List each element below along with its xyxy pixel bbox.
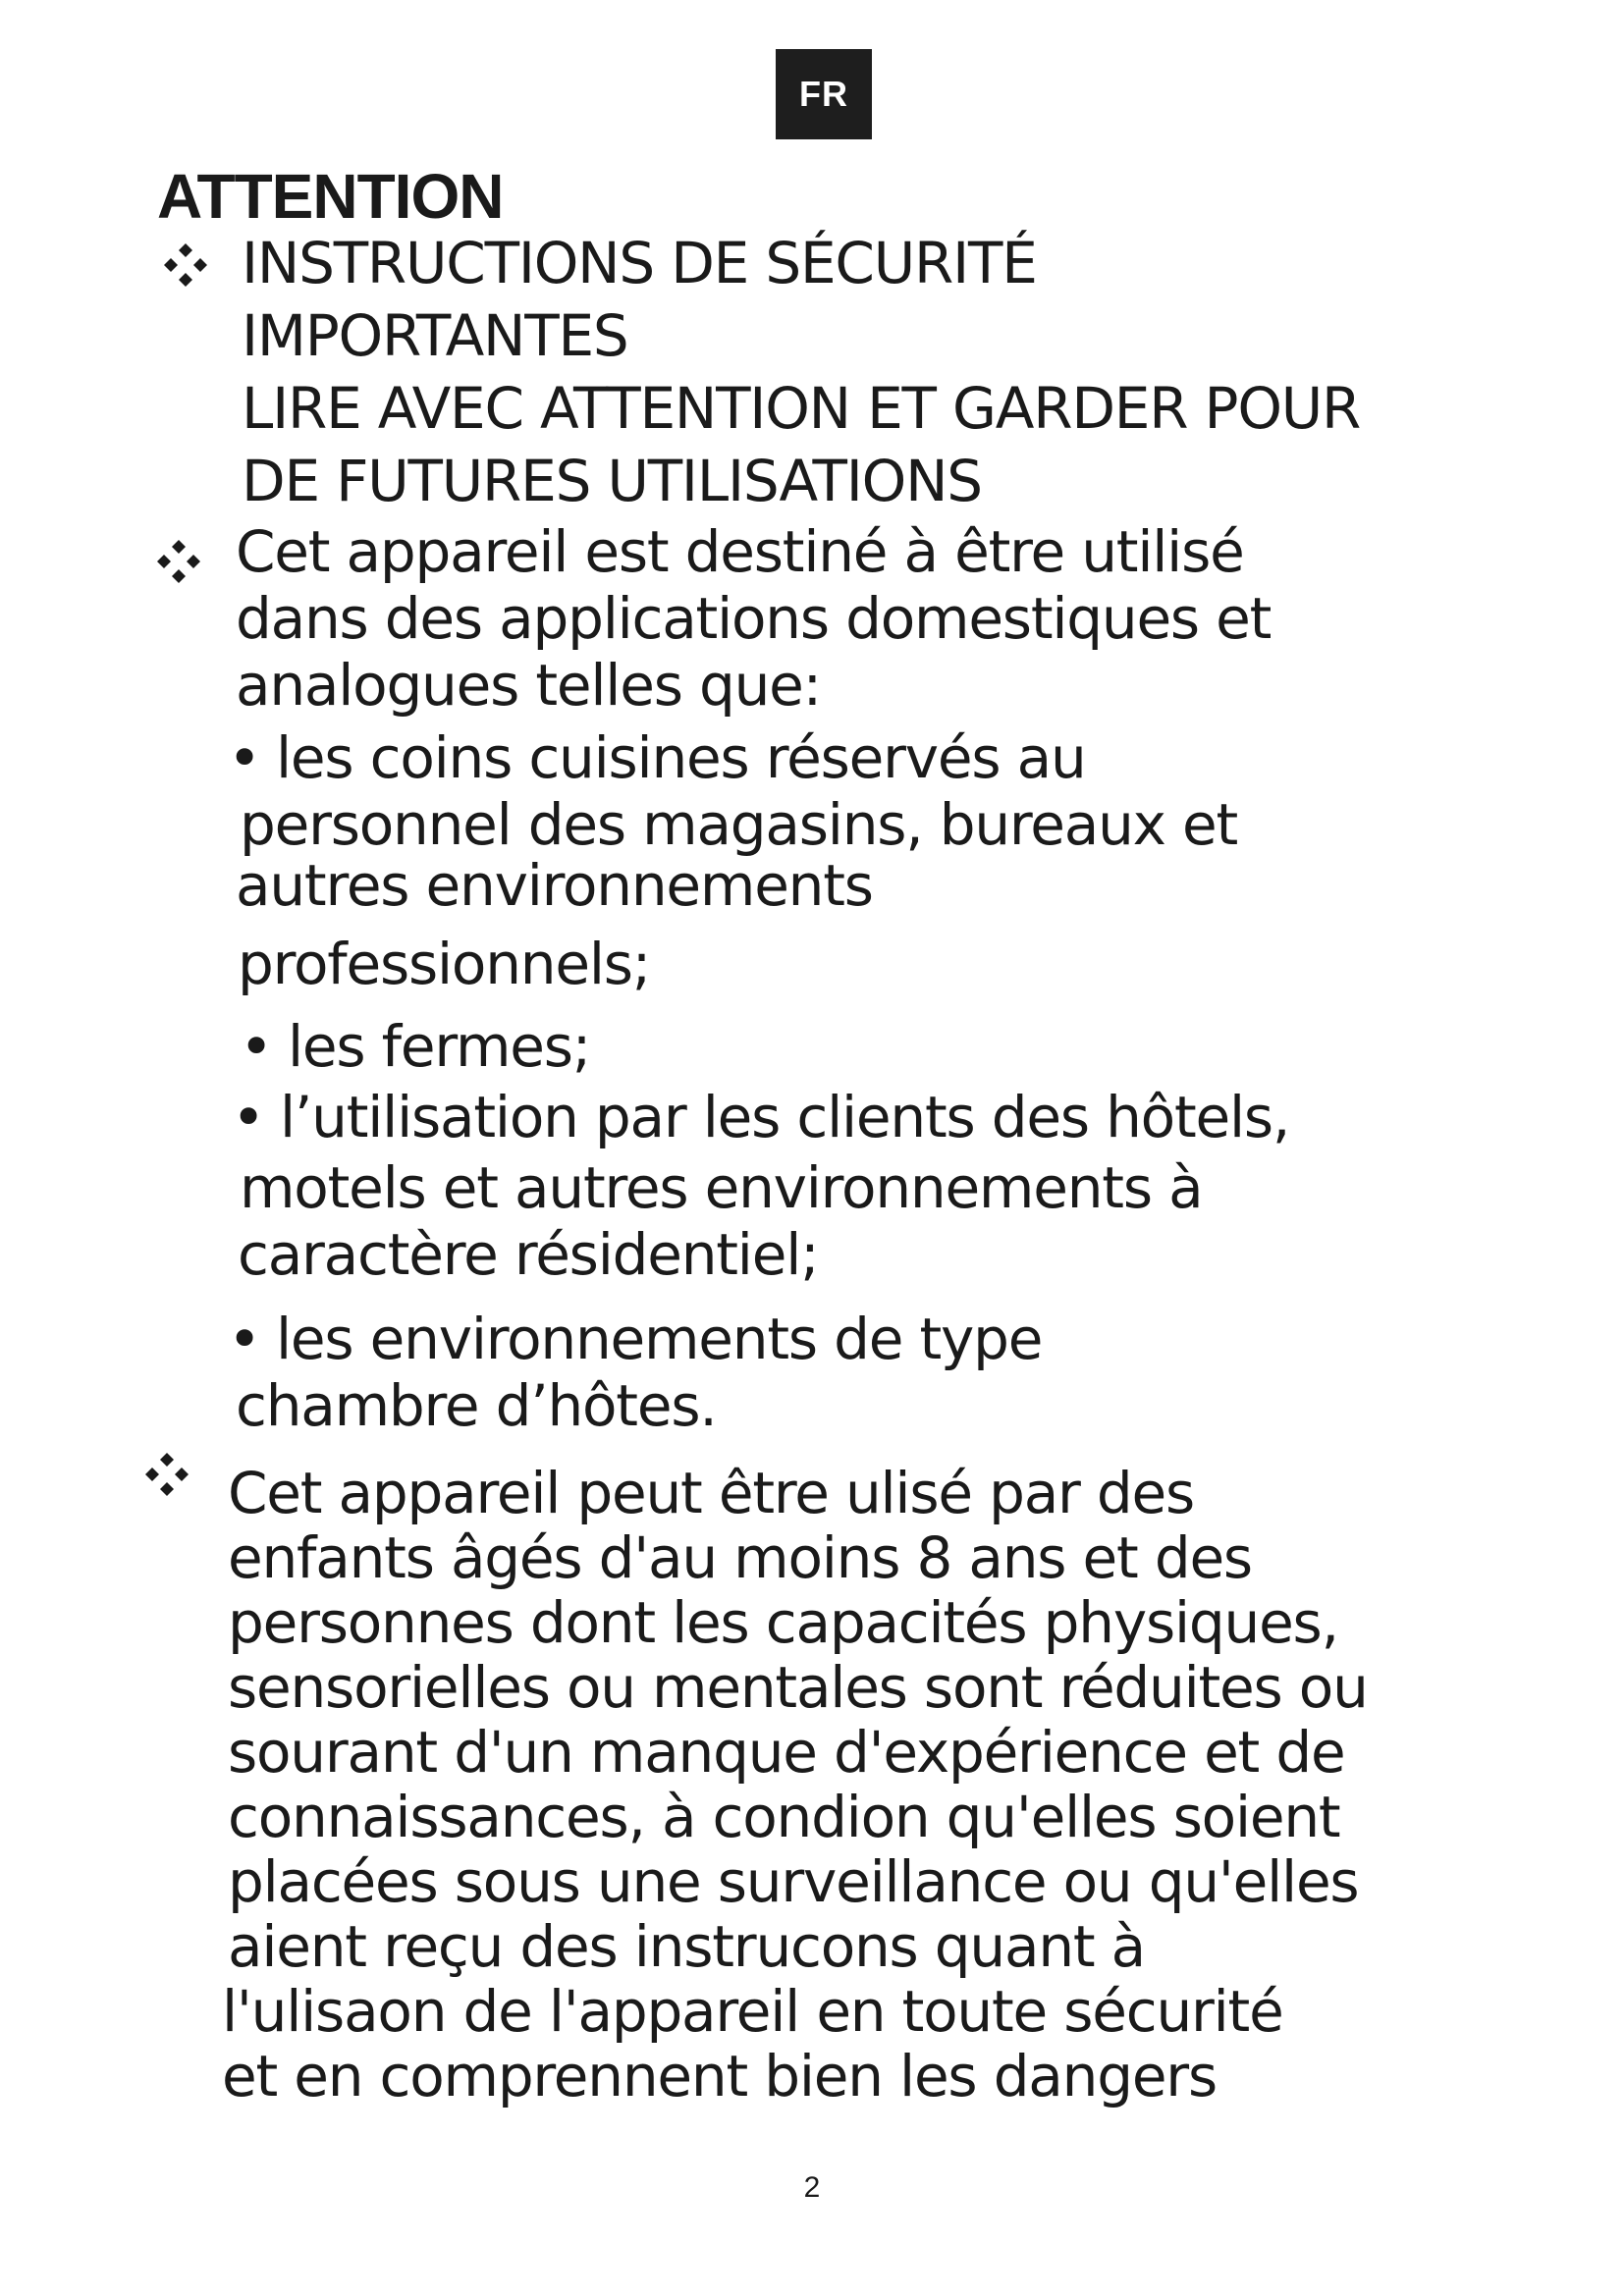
bullet-item bbox=[240, 1013, 590, 1080]
section1-line: IMPORTANTES bbox=[242, 302, 628, 369]
bullet-dot: • bbox=[228, 724, 261, 791]
bullet-line: motels et autres environnements à bbox=[240, 1154, 1203, 1221]
bullet-item bbox=[232, 1084, 1289, 1288]
section2-line: dans des applications domestiques et bbox=[236, 585, 1272, 652]
language-badge: FR bbox=[776, 49, 872, 139]
section3-line: placées sous une surveillance ou qu'elles bbox=[228, 1848, 1359, 1915]
section3-line: sensorielles ou mentales sont réduites ou bbox=[228, 1654, 1368, 1721]
bullet-line: chambre d’hôtes. bbox=[236, 1372, 717, 1439]
bullet-dot: • bbox=[240, 1013, 273, 1080]
intended-use-section bbox=[236, 518, 1271, 719]
section3-line: aient reçu des instrucons quant à bbox=[228, 1913, 1145, 1980]
bullet-item bbox=[228, 1306, 1042, 1439]
four-diamond-icon bbox=[155, 538, 202, 585]
section3-line: personnes dont les capacités physiques, bbox=[228, 1589, 1338, 1656]
section3-line: sourant d'un manque d'expérience et de bbox=[228, 1719, 1345, 1786]
bullet-dot: • bbox=[228, 1306, 261, 1372]
bullet-line: autres environnements bbox=[236, 852, 873, 919]
section3-line: connaissances, à condion qu'elles soient bbox=[228, 1784, 1340, 1850]
section1-line: INSTRUCTIONS DE SÉCURITÉ bbox=[242, 230, 1037, 296]
section1-line: DE FUTURES UTILISATIONS bbox=[242, 448, 982, 514]
bullet-line: les coins cuisines réservés au bbox=[276, 724, 1086, 791]
bullet-line: les fermes; bbox=[288, 1013, 591, 1080]
four-diamond-icon bbox=[162, 241, 209, 289]
supervision-warning-section bbox=[222, 1460, 1368, 2109]
safety-instructions-section bbox=[242, 230, 1360, 520]
section2-line: Cet appareil est destiné à être utilisé bbox=[236, 518, 1244, 585]
bullet-item bbox=[228, 724, 1237, 997]
bullet-line: caractère résidentiel; bbox=[238, 1221, 819, 1288]
page-heading: ATTENTION bbox=[157, 161, 504, 232]
bullet-line: l’utilisation par les clients des hôtels, bbox=[280, 1084, 1290, 1150]
section3-line: enfants âgés d'au moins 8 ans et des bbox=[228, 1524, 1252, 1591]
section3-line: l'ulisaon de l'appareil en toute sécurité bbox=[222, 1978, 1283, 2045]
bullet-line: personnel des magasins, bureaux et bbox=[240, 791, 1238, 858]
section3-line: et en comprennent bien les dangers bbox=[222, 2043, 1217, 2109]
bullet-line: les environnements de type bbox=[276, 1306, 1043, 1372]
section2-line: analogues telles que: bbox=[236, 652, 821, 719]
bullet-line: professionnels; bbox=[238, 931, 651, 997]
four-diamond-icon bbox=[143, 1451, 190, 1498]
section3-line: Cet appareil peut être ulisé par des bbox=[228, 1460, 1195, 1526]
bullet-dot: • bbox=[232, 1084, 265, 1150]
section1-line: LIRE AVEC ATTENTION ET GARDER POUR bbox=[242, 375, 1361, 442]
page-number: 2 bbox=[803, 2171, 821, 2204]
